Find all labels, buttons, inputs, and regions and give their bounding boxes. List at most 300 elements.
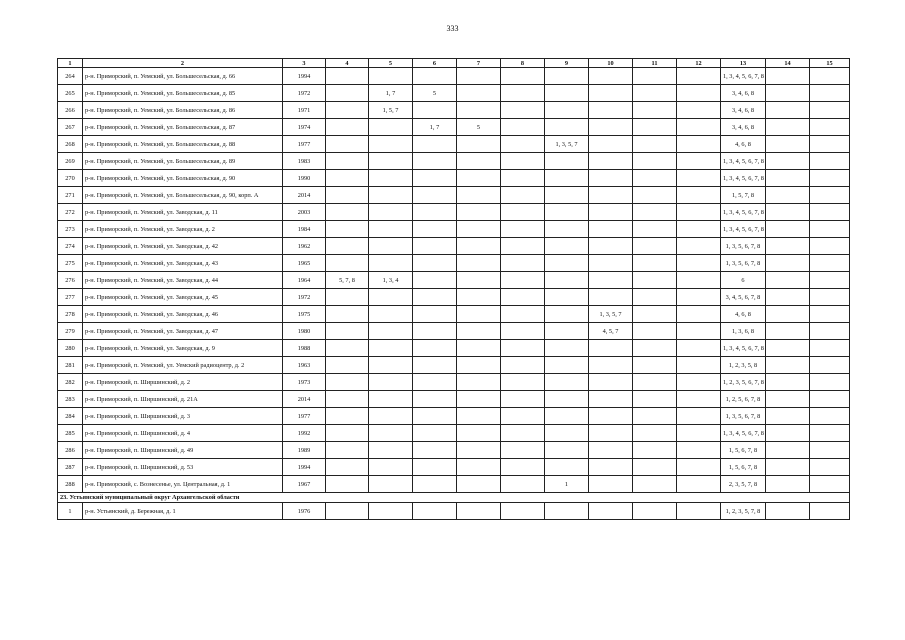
value-cell: [766, 170, 810, 187]
address-cell: р-н. Приморский, п. Уемский, ул. Большесельская, д. 66: [83, 68, 283, 85]
value-cell: [326, 221, 369, 238]
table-row: [58, 204, 850, 221]
value-cell: [677, 119, 721, 136]
address-cell: р-н. Приморский, п. Ширшинский, д. 53: [83, 459, 283, 476]
value-cell: [810, 136, 850, 153]
value-cell: [326, 374, 369, 391]
value-cell: [633, 391, 677, 408]
table-row: [58, 425, 850, 442]
value-cell: [677, 323, 721, 340]
value-cell: [633, 272, 677, 289]
value-cell: [810, 204, 850, 221]
value-cell: [413, 102, 457, 119]
value-cell: [589, 119, 633, 136]
value-cell: [766, 408, 810, 425]
value-cell: [501, 238, 545, 255]
value-cell: [501, 459, 545, 476]
value-cell: [545, 289, 589, 306]
value-cell: [810, 323, 850, 340]
value-cell: [633, 170, 677, 187]
value-cell: [589, 425, 633, 442]
row-number-cell: 287: [58, 459, 83, 476]
row-number-cell: 272: [58, 204, 83, 221]
value-cell: [589, 170, 633, 187]
value-cell: [545, 68, 589, 85]
year-cell: 1988: [283, 340, 326, 357]
value-cell: [457, 68, 501, 85]
table-row: [58, 289, 850, 306]
value-cell: [633, 425, 677, 442]
row-number-cell: 275: [58, 255, 83, 272]
value-cell: 1, 2, 3, 5, 8: [721, 357, 766, 374]
value-cell: [326, 255, 369, 272]
value-cell: 3, 4, 5, 6, 7, 8: [721, 289, 766, 306]
value-cell: [810, 221, 850, 238]
value-cell: [589, 408, 633, 425]
table-body: [58, 68, 850, 520]
section-row: [58, 493, 850, 503]
value-cell: [633, 442, 677, 459]
value-cell: [589, 221, 633, 238]
value-cell: 4, 5, 7: [589, 323, 633, 340]
value-cell: [413, 357, 457, 374]
table-row: [58, 68, 850, 85]
value-cell: 2, 3, 5, 7, 8: [721, 476, 766, 493]
value-cell: [677, 391, 721, 408]
value-cell: [766, 357, 810, 374]
value-cell: 5, 7, 8: [326, 272, 369, 289]
value-cell: [369, 170, 413, 187]
address-cell: р-н. Приморский, п. Уемский, ул. Большесельская, д. 90: [83, 170, 283, 187]
value-cell: 4, 6, 8: [721, 136, 766, 153]
value-cell: [413, 503, 457, 520]
value-cell: [326, 340, 369, 357]
value-cell: [369, 289, 413, 306]
value-cell: [326, 187, 369, 204]
column-header-9: 9: [545, 59, 589, 68]
value-cell: [589, 503, 633, 520]
column-header-5: 5: [369, 59, 413, 68]
value-cell: [413, 68, 457, 85]
value-cell: [413, 425, 457, 442]
row-number-cell: 268: [58, 136, 83, 153]
year-cell: 2014: [283, 187, 326, 204]
row-number-cell: 278: [58, 306, 83, 323]
value-cell: [457, 102, 501, 119]
value-cell: [326, 102, 369, 119]
value-cell: [369, 425, 413, 442]
value-cell: [633, 340, 677, 357]
value-cell: [810, 503, 850, 520]
year-cell: 2014: [283, 391, 326, 408]
column-header-7: 7: [457, 59, 501, 68]
value-cell: [545, 459, 589, 476]
value-cell: [501, 204, 545, 221]
column-header-11: 11: [633, 59, 677, 68]
value-cell: [766, 459, 810, 476]
value-cell: [589, 238, 633, 255]
address-cell: р-н. Приморский, п. Уемский, ул. Большесельская, д. 86: [83, 102, 283, 119]
value-cell: [810, 187, 850, 204]
address-cell: р-н. Приморский, п. Уемский, ул. Заводская, д. 43: [83, 255, 283, 272]
table-row: [58, 272, 850, 289]
row-number-cell: 283: [58, 391, 83, 408]
value-cell: [766, 187, 810, 204]
value-cell: [633, 238, 677, 255]
table-row: [58, 442, 850, 459]
value-cell: [369, 238, 413, 255]
year-cell: 1994: [283, 459, 326, 476]
value-cell: [677, 85, 721, 102]
value-cell: [501, 391, 545, 408]
value-cell: [457, 408, 501, 425]
value-cell: [589, 187, 633, 204]
value-cell: 5: [457, 119, 501, 136]
column-header-4: 4: [326, 59, 369, 68]
value-cell: 1, 2, 3, 5, 6, 7, 8: [721, 374, 766, 391]
year-cell: 1977: [283, 136, 326, 153]
value-cell: [766, 391, 810, 408]
value-cell: [633, 68, 677, 85]
value-cell: [501, 306, 545, 323]
address-cell: р-н. Приморский, п. Уемский, ул. Заводская, д. 42: [83, 238, 283, 255]
table-row: [58, 357, 850, 374]
value-cell: [501, 357, 545, 374]
table-row: [58, 187, 850, 204]
value-cell: [413, 255, 457, 272]
value-cell: [545, 323, 589, 340]
address-cell: р-н. Устьянский, д. Бережная, д. 1: [83, 503, 283, 520]
value-cell: [369, 442, 413, 459]
value-cell: 1, 5, 6, 7, 8: [721, 459, 766, 476]
value-cell: [457, 391, 501, 408]
value-cell: [369, 119, 413, 136]
value-cell: [545, 272, 589, 289]
value-cell: [589, 391, 633, 408]
row-number-cell: 276: [58, 272, 83, 289]
value-cell: [545, 442, 589, 459]
value-cell: [413, 136, 457, 153]
value-cell: [326, 136, 369, 153]
address-cell: р-н. Приморский, п. Ширшинский, д. 49: [83, 442, 283, 459]
value-cell: [545, 255, 589, 272]
value-cell: [633, 255, 677, 272]
value-cell: [326, 425, 369, 442]
value-cell: [766, 442, 810, 459]
year-cell: 1984: [283, 221, 326, 238]
value-cell: [457, 170, 501, 187]
value-cell: [766, 153, 810, 170]
value-cell: [589, 357, 633, 374]
address-cell: р-н. Приморский, п. Уемский, ул. Большесельская, д. 88: [83, 136, 283, 153]
value-cell: [589, 153, 633, 170]
value-cell: [545, 187, 589, 204]
column-header-8: 8: [501, 59, 545, 68]
value-cell: [766, 238, 810, 255]
value-cell: [326, 306, 369, 323]
value-cell: [457, 136, 501, 153]
value-cell: [326, 357, 369, 374]
value-cell: [545, 153, 589, 170]
value-cell: [413, 153, 457, 170]
value-cell: [633, 323, 677, 340]
table-row: [58, 85, 850, 102]
value-cell: [677, 476, 721, 493]
value-cell: [457, 459, 501, 476]
value-cell: [677, 503, 721, 520]
address-cell: р-н. Приморский, п. Ширшинский, д. 2: [83, 374, 283, 391]
value-cell: [810, 68, 850, 85]
value-cell: [589, 374, 633, 391]
value-cell: [677, 136, 721, 153]
value-cell: [369, 136, 413, 153]
address-cell: р-н. Приморский, с. Вознесенье, ул. Центральная, д. 1: [83, 476, 283, 493]
value-cell: [457, 442, 501, 459]
address-cell: р-н. Приморский, п. Уемский, ул. Большесельская, д. 89: [83, 153, 283, 170]
value-cell: [633, 374, 677, 391]
table-row: [58, 119, 850, 136]
year-cell: 1975: [283, 306, 326, 323]
year-cell: 1974: [283, 119, 326, 136]
value-cell: [677, 187, 721, 204]
value-cell: [810, 238, 850, 255]
address-cell: р-н. Приморский, п. Уемский, ул. Уемский радиоцентр, д. 2: [83, 357, 283, 374]
value-cell: [677, 357, 721, 374]
value-cell: [766, 102, 810, 119]
value-cell: [766, 204, 810, 221]
value-cell: [545, 374, 589, 391]
value-cell: [589, 255, 633, 272]
value-cell: [413, 221, 457, 238]
year-cell: 2003: [283, 204, 326, 221]
table-row: [58, 503, 850, 520]
value-cell: 1, 3, 4, 5, 6, 7, 8: [721, 221, 766, 238]
value-cell: [501, 503, 545, 520]
value-cell: [501, 136, 545, 153]
value-cell: [413, 306, 457, 323]
year-cell: 1980: [283, 323, 326, 340]
value-cell: [589, 68, 633, 85]
address-cell: р-н. Приморский, п. Ширшинский, д. 3: [83, 408, 283, 425]
value-cell: [589, 85, 633, 102]
value-cell: [766, 85, 810, 102]
value-cell: [633, 204, 677, 221]
value-cell: 3, 4, 6, 8: [721, 102, 766, 119]
value-cell: [545, 85, 589, 102]
value-cell: [369, 204, 413, 221]
value-cell: [326, 68, 369, 85]
value-cell: [457, 255, 501, 272]
value-cell: [457, 374, 501, 391]
value-cell: 3, 4, 6, 8: [721, 119, 766, 136]
column-header-6: 6: [413, 59, 457, 68]
value-cell: [677, 102, 721, 119]
address-cell: р-н. Приморский, п. Уемский, ул. Заводская, д. 11: [83, 204, 283, 221]
row-number-cell: 1: [58, 503, 83, 520]
value-cell: [326, 119, 369, 136]
value-cell: [413, 442, 457, 459]
table-row: [58, 408, 850, 425]
value-cell: 1, 3, 4: [369, 272, 413, 289]
value-cell: [413, 289, 457, 306]
value-cell: [369, 503, 413, 520]
value-cell: [457, 323, 501, 340]
value-cell: 3, 4, 6, 8: [721, 85, 766, 102]
value-cell: [545, 204, 589, 221]
value-cell: [326, 323, 369, 340]
value-cell: [501, 323, 545, 340]
table-row: [58, 221, 850, 238]
value-cell: [457, 476, 501, 493]
value-cell: [633, 153, 677, 170]
value-cell: [545, 340, 589, 357]
value-cell: [810, 85, 850, 102]
value-cell: [457, 238, 501, 255]
row-number-cell: 273: [58, 221, 83, 238]
address-cell: р-н. Приморский, п. Ширшинский, д. 21А: [83, 391, 283, 408]
section-title: 23. Устьянский муниципальный округ Архангельской области: [58, 493, 850, 503]
value-cell: [766, 503, 810, 520]
value-cell: 1, 3, 5, 6, 7, 8: [721, 255, 766, 272]
value-cell: [766, 323, 810, 340]
table-row: [58, 476, 850, 493]
value-cell: [810, 102, 850, 119]
value-cell: [501, 119, 545, 136]
table-row: [58, 374, 850, 391]
value-cell: [369, 408, 413, 425]
value-cell: [501, 68, 545, 85]
value-cell: [589, 102, 633, 119]
value-cell: [501, 442, 545, 459]
value-cell: [545, 408, 589, 425]
value-cell: [766, 272, 810, 289]
year-cell: 1965: [283, 255, 326, 272]
row-number-cell: 280: [58, 340, 83, 357]
address-cell: р-н. Приморский, п. Уемский, ул. Заводская, д. 9: [83, 340, 283, 357]
value-cell: [545, 238, 589, 255]
value-cell: [457, 503, 501, 520]
value-cell: 1, 3, 5, 7: [589, 306, 633, 323]
value-cell: 1, 7: [369, 85, 413, 102]
address-cell: р-н. Приморский, п. Уемский, ул. Большесельская, д. 90, корп. А: [83, 187, 283, 204]
year-cell: 1994: [283, 68, 326, 85]
address-cell: р-н. Приморский, п. Уемский, ул. Заводская, д. 2: [83, 221, 283, 238]
value-cell: [501, 289, 545, 306]
value-cell: [677, 408, 721, 425]
value-cell: [677, 374, 721, 391]
value-cell: [633, 187, 677, 204]
value-cell: [501, 374, 545, 391]
value-cell: 1: [545, 476, 589, 493]
value-cell: [677, 459, 721, 476]
value-cell: [545, 221, 589, 238]
column-header-2: 2: [83, 59, 283, 68]
value-cell: 1, 5, 7: [369, 102, 413, 119]
value-cell: [326, 153, 369, 170]
table-row: [58, 255, 850, 272]
value-cell: [413, 340, 457, 357]
value-cell: [326, 204, 369, 221]
value-cell: [810, 306, 850, 323]
value-cell: [413, 391, 457, 408]
column-header-12: 12: [677, 59, 721, 68]
value-cell: [501, 425, 545, 442]
year-cell: 1990: [283, 170, 326, 187]
table-row: [58, 459, 850, 476]
value-cell: [369, 153, 413, 170]
value-cell: [766, 289, 810, 306]
year-cell: 1989: [283, 442, 326, 459]
value-cell: [677, 306, 721, 323]
value-cell: [633, 306, 677, 323]
value-cell: [766, 476, 810, 493]
table-row: [58, 170, 850, 187]
value-cell: 1, 2, 5, 6, 7, 8: [721, 391, 766, 408]
value-cell: [326, 170, 369, 187]
row-number-cell: 265: [58, 85, 83, 102]
value-cell: [810, 442, 850, 459]
row-number-cell: 264: [58, 68, 83, 85]
value-cell: [589, 289, 633, 306]
value-cell: [369, 187, 413, 204]
address-cell: р-н. Приморский, п. Уемский, ул. Большесельская, д. 85: [83, 85, 283, 102]
row-number-cell: 279: [58, 323, 83, 340]
value-cell: [589, 340, 633, 357]
value-cell: [677, 204, 721, 221]
value-cell: [633, 357, 677, 374]
value-cell: [545, 391, 589, 408]
value-cell: [633, 136, 677, 153]
value-cell: [810, 391, 850, 408]
value-cell: [457, 153, 501, 170]
address-cell: р-н. Приморский, п. Ширшинский, д. 4: [83, 425, 283, 442]
value-cell: [589, 136, 633, 153]
value-cell: [501, 408, 545, 425]
row-number-cell: 270: [58, 170, 83, 187]
value-cell: [369, 476, 413, 493]
value-cell: [589, 272, 633, 289]
row-number-cell: 269: [58, 153, 83, 170]
value-cell: [501, 476, 545, 493]
year-cell: 1967: [283, 476, 326, 493]
value-cell: [810, 357, 850, 374]
year-cell: 1977: [283, 408, 326, 425]
table-row: [58, 340, 850, 357]
value-cell: [326, 391, 369, 408]
header-row: [58, 59, 850, 68]
value-cell: [589, 459, 633, 476]
value-cell: 1, 3, 4, 5, 6, 7, 8: [721, 170, 766, 187]
value-cell: [369, 221, 413, 238]
value-cell: [677, 153, 721, 170]
value-cell: [766, 136, 810, 153]
value-cell: [501, 272, 545, 289]
value-cell: [633, 408, 677, 425]
year-cell: 1964: [283, 272, 326, 289]
column-header-15: 15: [810, 59, 850, 68]
value-cell: [501, 221, 545, 238]
value-cell: [326, 408, 369, 425]
value-cell: [326, 442, 369, 459]
row-number-cell: 271: [58, 187, 83, 204]
value-cell: [326, 459, 369, 476]
value-cell: 1, 2, 3, 5, 7, 8: [721, 503, 766, 520]
value-cell: [810, 459, 850, 476]
value-cell: [545, 503, 589, 520]
column-header-1: 1: [58, 59, 83, 68]
value-cell: [457, 289, 501, 306]
table-row: [58, 136, 850, 153]
